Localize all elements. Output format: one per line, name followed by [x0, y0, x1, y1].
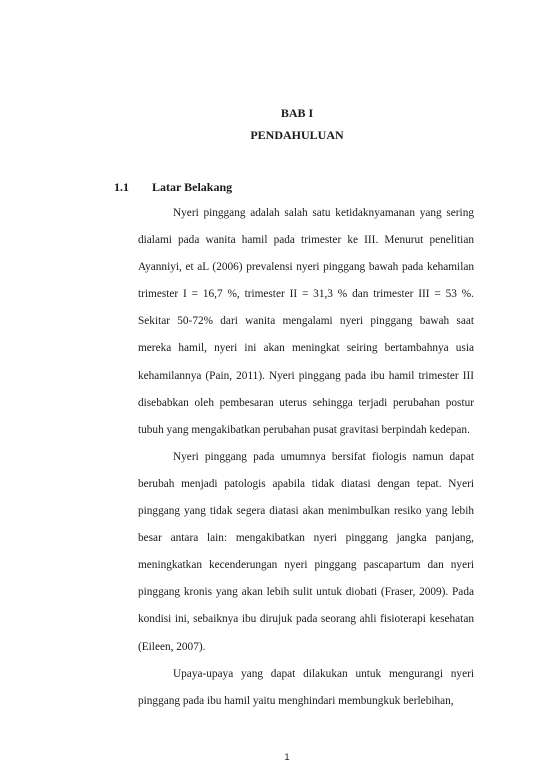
paragraph: Nyeri pinggang pada umumnya bersifat fiologis namun dapat berubah menjadi patologis apabila tidak diatasi dengan tepat. Nyeri pinggang yang tidak segera diatasi akan menimbulkan resiko yang lebih besar antara lain: mengakibatkan nyeri pinggang jangka panjang, meningkatkan kecenderungan nyeri pinggang pascapartum dan nyeri pinggang kronis yang akan lebih sulit untuk diobati (Fraser, 2009). Pada kondisi ini, sebaiknya ibu dirujuk pada seorang ahli fisioterapi kesehatan (Eileen, 2007). — [138, 450, 474, 653]
section-number: 1.1 — [114, 180, 129, 194]
body-text — [138, 200, 474, 715]
section-title: Latar Belakang — [152, 180, 233, 194]
paragraph: Nyeri pinggang adalah salah satu ketidaknyamanan yang sering dialami pada wanita hamil pada trimester ke III. Menurut penelitian Ayanniyi, et aL (2006) prevalensi nyeri pinggang bawah pada kehamilan trimester I = 16,7 %, trimester II = 31,3 % dan trimester III = 53 %. Sekitar 50-72% dari wanita mengalami nyeri pinggang bawah saat mereka hamil, nyeri ini akan meningkat seiring bertambahnya usia kehamilannya (Pain, 2011). Nyeri pinggang pada ibu hamil trimester III disebabkan oleh pembesaran uterus sehingga terjadi perubahan postur tubuh yang mengakibatkan perubahan pusat gravitasi berpindah kedepan. — [138, 207, 474, 436]
page-number: 1 — [284, 752, 290, 762]
section-heading — [114, 180, 232, 194]
paragraph: Upaya-upaya yang dapat dilakukan untuk mengurangi nyeri pinggang pada ibu hamil yaitu menghindari membungkuk berlebihan, — [138, 667, 474, 707]
chapter-number: BAB I — [280, 106, 314, 120]
chapter-title: PENDAHULUAN — [250, 128, 344, 142]
